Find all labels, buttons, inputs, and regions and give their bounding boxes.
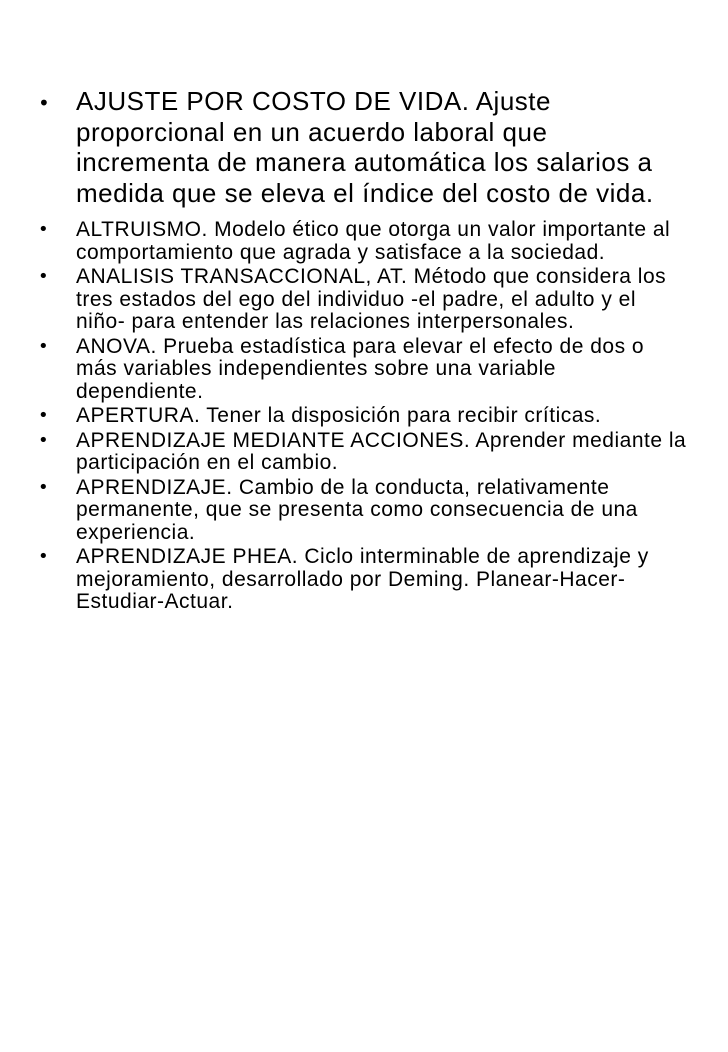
bullet-icon: •	[38, 219, 49, 240]
list-item	[38, 86, 688, 208]
list-item	[38, 405, 688, 428]
bullet-icon: •	[38, 266, 49, 287]
item-text: AJUSTE POR COSTO DE VIDA. Ajuste proporcional en un acuerdo laboral que incrementa de manera automática los salarios a medida que se eleva el índice del costo de vida.	[76, 86, 654, 208]
bullet-icon: •	[38, 429, 49, 451]
list-item	[38, 477, 688, 545]
bullet-icon: •	[38, 546, 49, 567]
bullet-icon: •	[38, 91, 50, 115]
item-text: ANALISIS TRANSACCIONAL, AT. Método que considera los tres estados del ego del individuo -el padre, el adulto y el niño- para entender las relaciones interpersonales.	[76, 265, 667, 333]
list-item	[38, 546, 688, 614]
bullet-icon: •	[38, 405, 49, 426]
list-item	[38, 430, 688, 475]
bullet-icon: •	[38, 335, 49, 357]
item-text: APERTURA. Tener la disposición para recibir críticas.	[76, 404, 602, 427]
list-item	[38, 266, 688, 334]
list-item	[38, 219, 688, 264]
glossary-list	[38, 86, 688, 616]
item-text: APRENDIZAJE PHEA. Ciclo interminable de aprendizaje y mejoramiento, desarrollado por Deming. Planear-Hacer-Estudiar-Actuar.	[76, 545, 649, 613]
list-item	[38, 336, 688, 404]
bullet-icon: •	[38, 476, 49, 498]
item-text: APRENDIZAJE MEDIANTE ACCIONES. Aprender mediante la participación en el cambio.	[76, 428, 687, 474]
item-text: ANOVA. Prueba estadística para elevar el efecto de dos o más variables independientes sobre una variable dependiente.	[76, 334, 645, 403]
item-text: ALTRUISMO. Modelo ético que otorga un valor importante al comportamiento que agrada y satisface a la sociedad.	[76, 218, 671, 264]
item-text: APRENDIZAJE. Cambio de la conducta, relativamente permanente, que se presenta como consecuencia de una experiencia.	[76, 475, 638, 544]
